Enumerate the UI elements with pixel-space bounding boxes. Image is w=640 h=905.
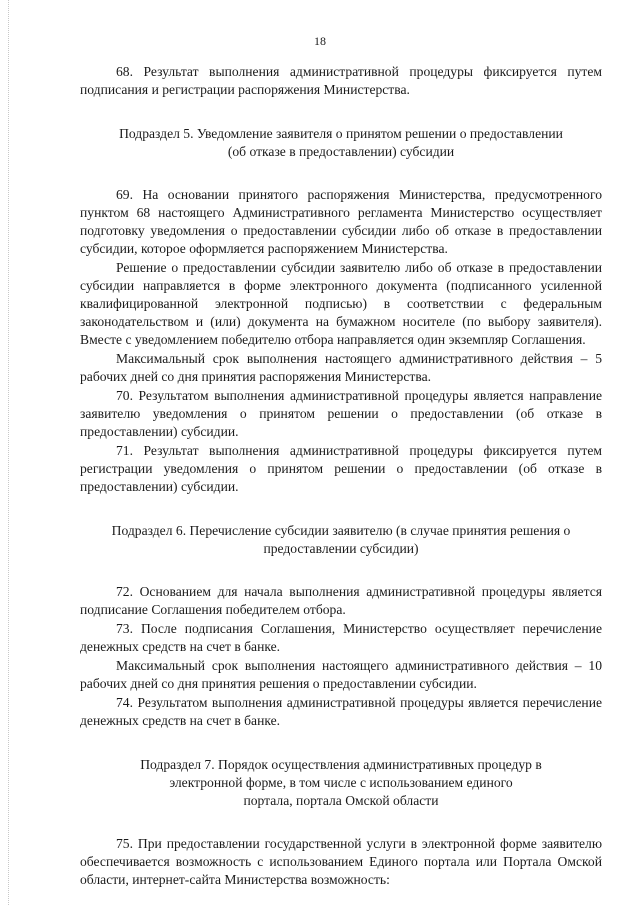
heading-line: электронной форме, в том числе с использованием единого — [169, 775, 513, 790]
heading-line: портала, портала Омской области — [243, 793, 439, 808]
scan-edge — [8, 0, 10, 905]
heading-line: предоставлении субсидии) — [263, 541, 419, 556]
document-body — [80, 63, 602, 889]
subsection-7-heading — [80, 756, 602, 810]
paragraph-max-term-5: Максимальный срок выполнения настоящего административного действия – 5 рабочих дней со дня принятия распоряжения Министерства. — [80, 351, 602, 384]
subsection-6-heading — [80, 522, 602, 558]
paragraph-71: 71. Результат выполнения административной процедуры фиксируется путем регистрации уведомления о принятом решении о предоставлении (об отказе в предоставлении) субсидии. — [80, 443, 602, 494]
subsection-5-heading — [80, 125, 602, 161]
paragraph-75: 75. При предоставлении государственной услуги в электронной форме заявителю обеспечивается возможность с использованием Единого портала или Портала Омской области, интернет-сайта Министерства возможность: — [80, 836, 602, 887]
paragraph-73: 73. После подписания Соглашения, Министерство осуществляет перечисление денежных средств на счет в банке. — [80, 621, 602, 654]
heading-line: Подраздел 5. Уведомление заявителя о принятом решении о предоставлении — [119, 126, 563, 141]
paragraph-68: 68. Результат выполнения административной процедуры фиксируется путем подписания и регистрации распоряжения Министерства. — [80, 64, 602, 97]
heading-line: (об отказе в предоставлении) субсидии — [227, 144, 455, 159]
paragraph-max-term-10: Максимальный срок выполнения настоящего административного действия – 10 рабочих дней со дня принятия решения о предоставлении субсидии. — [80, 658, 602, 691]
paragraph-72: 72. Основанием для начала выполнения административной процедуры является подписание Соглашения победителем отбора. — [80, 584, 602, 617]
paragraph-decision: Решение о предоставлении субсидии заявителю либо об отказе в предоставлении субсидии направляется в форме электронного документа (подписанного усиленной квалифицированной электронной подписью) в соответствии с федеральным законодательством и (или) документа на бумажном носителе (по выбору заявителя). Вместе с уведомлением победителю отбора направляется один экземпляр Соглашения. — [80, 260, 602, 347]
paragraph-69: 69. На основании принятого распоряжения Министерства, предусмотренного пунктом 68 настоящего Административного регламента Министерство осуществляет подготовку уведомления о предоставлении субсидии либо об отказе в предоставлении субсидии, которое оформляется распоряжением Министерства. — [80, 187, 602, 256]
heading-line: Подраздел 7. Порядок осуществления административных процедур в — [140, 757, 542, 772]
page-number: 18 — [314, 34, 326, 48]
paragraph-74: 74. Результатом выполнения административной процедуры является перечисление денежных средств на счет в банке. — [80, 695, 602, 728]
heading-line: Подраздел 6. Перечисление субсидии заявителю (в случае принятия решения о — [111, 523, 571, 538]
paragraph-70: 70. Результатом выполнения административной процедуры является направление заявителю уведомления о принятом решении о предоставлении (об отказе в предоставлении) субсидии. — [80, 388, 602, 439]
